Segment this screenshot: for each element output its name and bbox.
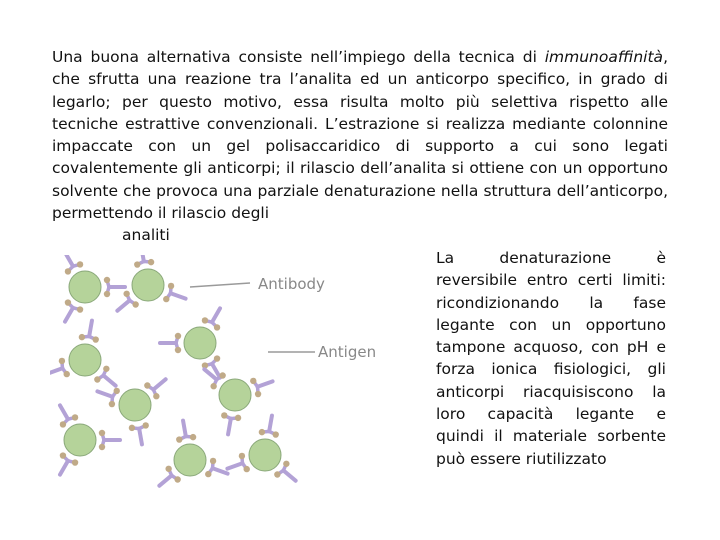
antigen-icon bbox=[119, 389, 151, 421]
antigen-icon bbox=[69, 271, 101, 303]
antigen-icon bbox=[174, 444, 206, 476]
antibody-pointer bbox=[190, 283, 250, 287]
antibody-icon bbox=[205, 458, 228, 478]
side-paragraph: La denaturazione è reversibile entro certi limiti: ricondizionando la fase legante con un opportuno tampone acquoso, con pH e forza ionica fisiologici, gli anticorpi riacquisiscono la loro capacità legante e quindi il materiale sorbente può essere riutilizzato bbox=[436, 249, 666, 468]
antigen-icon bbox=[184, 327, 216, 359]
paragraph-tail: analiti bbox=[122, 226, 170, 245]
antigen-icon bbox=[64, 424, 96, 456]
antibody-icon bbox=[221, 412, 241, 434]
antigen-icon bbox=[69, 344, 101, 376]
antibody-icon bbox=[163, 283, 186, 303]
paragraph-body: , che sfrutta una reazione tra l’analita ed un anticorpo specifico, in grado di legarlo; per questo motivo, essa risulta molto più selettiva rispetto alle tecniche estrattive convenzionali. L’estrazione si realizza mediante colonnine impaccate con un gel polisaccaridico di supporto a cui sono legati covalentemente gli anticorpi; il rilascio dell’analita si ottiene con un opportuno solvente che provoca una parziale denaturazione nella struttura dell’anticorpo, permettendo il rilascio degli bbox=[52, 48, 668, 223]
antibody-label: Antibody bbox=[258, 275, 325, 293]
antibody-icon bbox=[227, 453, 250, 473]
antibody-icon bbox=[79, 321, 99, 343]
paragraph-lead: Una buona alternativa consiste nell’impiego della tecnica di bbox=[52, 48, 545, 66]
immunoaffinity-term: immunoaffinità bbox=[544, 48, 664, 66]
antibody-antigen-diagram bbox=[50, 255, 380, 495]
antibody-icon bbox=[259, 416, 279, 438]
antibody-icon bbox=[250, 378, 273, 398]
antibody-icon bbox=[104, 277, 125, 297]
main-paragraph bbox=[52, 46, 668, 247]
antibody-icon bbox=[134, 255, 154, 268]
antibody-icon bbox=[129, 422, 149, 444]
antigen-icon bbox=[132, 269, 164, 301]
antibody-icon bbox=[176, 421, 196, 443]
antibody-antigen-figure bbox=[50, 255, 380, 495]
antibody-icon bbox=[160, 333, 181, 353]
antibody-icon bbox=[97, 388, 120, 408]
antibody-icon bbox=[50, 358, 70, 378]
antigen-label: Antigen bbox=[318, 343, 377, 361]
antigen-icon bbox=[249, 439, 281, 471]
antibody-icon bbox=[99, 430, 120, 450]
antigen-icon bbox=[219, 379, 251, 411]
